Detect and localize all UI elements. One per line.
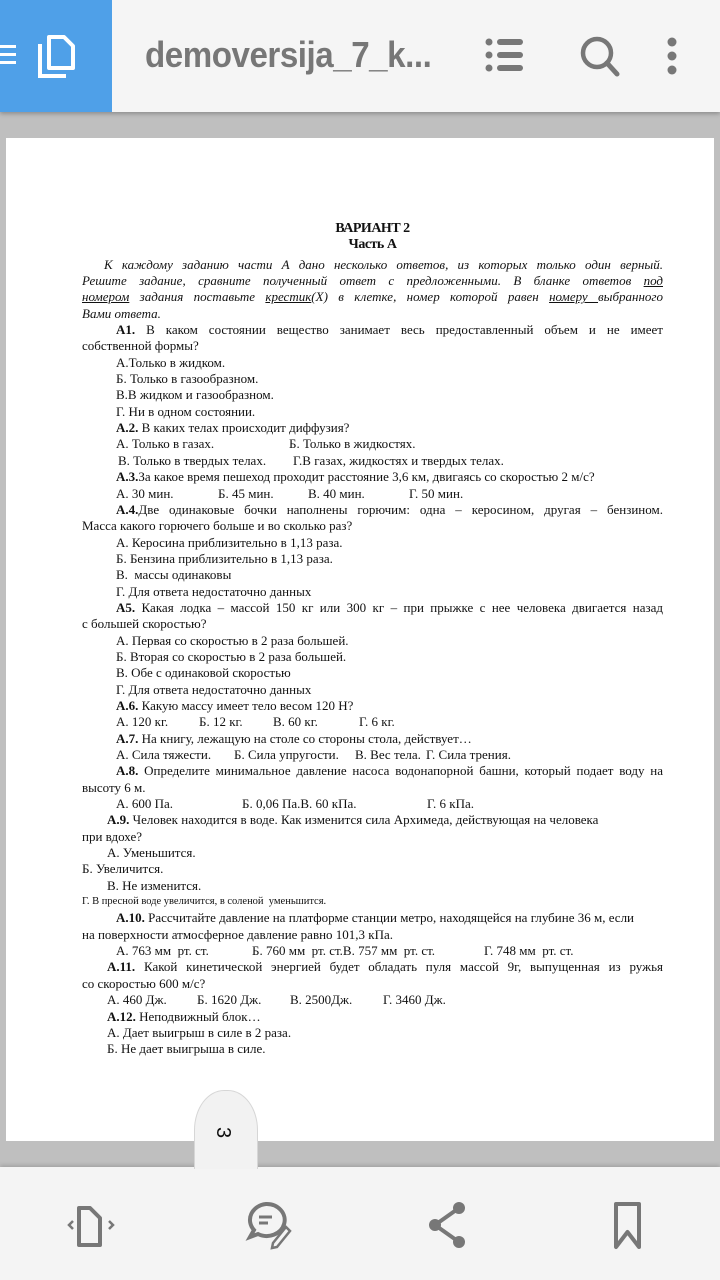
underlined-text: номеру xyxy=(549,289,599,305)
question-text: со скоростью 600 м/с? xyxy=(82,975,206,991)
question-a4 xyxy=(82,502,663,518)
question-text: Какой кинетической энергией будет обладать пуля массой 9г, выпущенная из ружья xyxy=(135,959,663,975)
question-a5 xyxy=(82,600,663,616)
question-a6 xyxy=(82,698,663,714)
underlined-text: крестик xyxy=(265,289,312,305)
answer-option: А. 120 кг. xyxy=(116,714,169,730)
question-number: А.10. xyxy=(116,910,145,926)
question-text: Рассчитайте давление на платформе станции метро, находящейся на глубине 36 м, если xyxy=(144,910,635,926)
answer-option: В. массы одинаковы xyxy=(116,567,232,583)
question-text: Какая лодка – массой 150 кг или 300 кг – при прыжке с нее человека двигается назад xyxy=(135,599,663,615)
instructions-line: К каждому заданию части А дано несколько ответов, из которых только один верный. xyxy=(104,256,663,272)
question-a1 xyxy=(82,322,663,338)
question-a3 xyxy=(82,469,663,485)
question-text: собственной формы? xyxy=(82,338,199,354)
question-number: А.9. xyxy=(107,812,130,828)
answer-option: В. Не изменится. xyxy=(107,877,202,893)
question-text: Человек находится в воде. Как изменится сила Архимеда, действующая на человека xyxy=(129,812,599,828)
bookmark-icon[interactable] xyxy=(612,1201,644,1251)
question-number: А.7. xyxy=(116,730,139,746)
answer-row xyxy=(82,796,663,812)
answer-option: Б. Только в газообразном. xyxy=(116,371,259,387)
answer-option: Г. 748 мм рт. ст. xyxy=(484,943,574,959)
page-number: 3 xyxy=(212,1126,235,1139)
annotate-comment-icon[interactable] xyxy=(244,1201,296,1253)
question-number: А.6. xyxy=(116,697,139,713)
document-title: demoversija_7_k... xyxy=(145,34,432,75)
answer-option: Г. 6 кПа. xyxy=(427,796,475,812)
answer-option: В. 40 мин. xyxy=(308,485,365,501)
table-of-contents-icon[interactable] xyxy=(485,38,527,74)
answer-option: Б. Увеличится. xyxy=(82,861,164,877)
question-number: А.8. xyxy=(116,763,139,779)
question-number: А.3. xyxy=(116,469,139,485)
share-icon[interactable] xyxy=(428,1201,468,1249)
question-text: На книгу, лежащую на столе со стороны стола, действует… xyxy=(138,730,472,746)
question-text: при вдохе? xyxy=(82,828,142,844)
answer-row xyxy=(82,714,663,730)
menu-icon[interactable] xyxy=(0,42,20,66)
question-number: А.11. xyxy=(107,959,136,975)
text: Решите задание, сравните полученный ответ с предложенными. В бланке ответов xyxy=(82,273,644,289)
answer-option: Б. Только в жидкостях. xyxy=(289,436,416,452)
question-text: В каких телах происходит диффузия? xyxy=(138,420,350,436)
app-toolbar xyxy=(0,0,720,112)
question-text: высоту 6 м. xyxy=(82,779,146,795)
question-a10 xyxy=(82,910,663,926)
text: (X) в клетке, номер которой равен xyxy=(311,289,550,305)
question-a12 xyxy=(82,1009,663,1025)
text: выбранного xyxy=(598,289,663,305)
answer-option: А. 460 Дж. xyxy=(107,992,167,1008)
question-text: Неподвижный блок… xyxy=(135,1008,261,1024)
underlined-text: под xyxy=(643,273,663,289)
answer-option: Б. Вторая со скоростью в 2 раза большей. xyxy=(116,648,347,664)
answer-option: Г. 6 кг. xyxy=(359,714,395,730)
answer-option: В. Вес тела. xyxy=(355,747,421,762)
instructions-line xyxy=(82,273,663,289)
question-a8 xyxy=(82,763,663,779)
page-indicator-handle[interactable] xyxy=(194,1090,258,1169)
question-text: на поверхности атмосферное давление равно 101,3 кПа. xyxy=(82,926,394,942)
question-number: А5. xyxy=(116,599,136,615)
answer-option: Б. Не дает выигрыша в силе. xyxy=(107,1041,266,1057)
bottom-toolbar xyxy=(0,1167,720,1280)
page-navigation-icon[interactable] xyxy=(66,1205,116,1249)
answer-option: А. 763 мм рт. ст. xyxy=(116,943,209,959)
answer-option: Б. 12 кг. xyxy=(199,714,243,730)
answer-option: Б. 760 мм рт. ст.В. 757 мм рт. ст. xyxy=(252,943,436,959)
answer-row xyxy=(82,943,663,959)
answer-option: А.Только в жидком. xyxy=(116,354,226,370)
answer-option: Б. 0,06 Па.В. 60 кПа. xyxy=(242,796,357,812)
search-icon[interactable] xyxy=(578,34,622,78)
answer-option: Г. 50 мин. xyxy=(409,485,464,501)
answer-option: Г. 3460 Дж. xyxy=(383,992,446,1008)
question-a9 xyxy=(82,812,663,828)
answer-row xyxy=(82,436,663,452)
question-number: А.2. xyxy=(116,420,139,436)
answer-option: В. Только в твердых телах. xyxy=(118,452,267,468)
answer-option: В. 2500Дж. xyxy=(290,992,353,1008)
answer-option: Б. 1620 Дж. xyxy=(197,992,262,1008)
answer-option: Б. 45 мин. xyxy=(218,485,274,501)
answer-option: Г. Сила трения. xyxy=(426,747,511,762)
answer-option: Г. В пресной воде увеличится, в соленой уменьшится. xyxy=(82,896,327,908)
question-number: А1. xyxy=(116,322,136,338)
more-options-icon[interactable] xyxy=(664,36,680,78)
question-a2 xyxy=(82,420,663,436)
question-number: А.4. xyxy=(116,501,139,517)
answer-option: Г. Для ответа недостаточно данных xyxy=(116,681,312,697)
text: задания поставьте xyxy=(129,289,266,305)
answer-option: Г. Ни в одном состоянии. xyxy=(116,403,256,419)
answer-option: Г. Для ответа недостаточно данных xyxy=(116,583,312,599)
answer-option: В. Обе с одинаковой скоростью xyxy=(116,665,291,681)
documents-button[interactable] xyxy=(0,0,112,112)
question-text: За какое время пешеход проходит расстояние 3,6 км, двигаясь со скоростью 2 м/с? xyxy=(138,469,595,485)
answer-option: А. Уменьшится. xyxy=(107,845,196,861)
question-text: В каком состоянии вещество занимает весь предоставленный объем и не имеет xyxy=(135,322,663,338)
question-a7 xyxy=(82,731,663,747)
answer-option: А. 600 Па. xyxy=(116,796,174,812)
variant-title: ВАРИАНТ 2 xyxy=(335,221,410,236)
answer-option: Г.В газах, жидкостях и твердых телах. xyxy=(293,452,504,468)
part-title: Часть А xyxy=(348,237,397,253)
answer-row xyxy=(82,486,663,502)
answer-option: А. Только в газах. xyxy=(116,436,215,452)
question-number: А.12. xyxy=(107,1008,136,1024)
instructions-line xyxy=(82,289,663,305)
document-content xyxy=(82,221,663,1058)
instructions-line: Вами ответа. xyxy=(82,305,161,321)
answer-option: А. Керосина приблизительно в 1,13 раза. xyxy=(116,534,343,550)
answer-option: А. 30 мин. xyxy=(116,485,174,501)
underlined-text: номером xyxy=(82,289,130,305)
answer-option: Б. Сила упругости. xyxy=(234,747,339,762)
answer-option: Б. Бензина приблизительно в 1,13 раза. xyxy=(116,550,333,566)
question-text: Масса какого горючего больше и во сколько раз? xyxy=(82,518,353,534)
answer-option: В.В жидком и газообразном. xyxy=(116,387,274,403)
question-text: Какую массу имеет тело весом 120 Н? xyxy=(138,697,354,713)
answer-option: А. Дает выигрыш в силе в 2 раза. xyxy=(107,1024,292,1040)
answer-row xyxy=(82,992,663,1008)
answer-option: А. Сила тяжести. xyxy=(116,747,212,762)
question-text: Определите минимальное давление насоса водонапорной башни, который подает воду на xyxy=(138,763,663,779)
question-a11 xyxy=(82,959,663,975)
question-text: с большей скоростью? xyxy=(82,616,207,632)
documents-icon xyxy=(36,34,78,80)
answer-option: В. 60 кг. xyxy=(273,714,318,730)
answer-row xyxy=(82,453,663,469)
answer-option: А. Первая со скоростью в 2 раза большей. xyxy=(116,632,349,648)
answer-row xyxy=(82,747,663,763)
question-text: Две одинаковые бочки наполнены горючим: одна – керосином, другая – бензином. xyxy=(138,501,663,517)
